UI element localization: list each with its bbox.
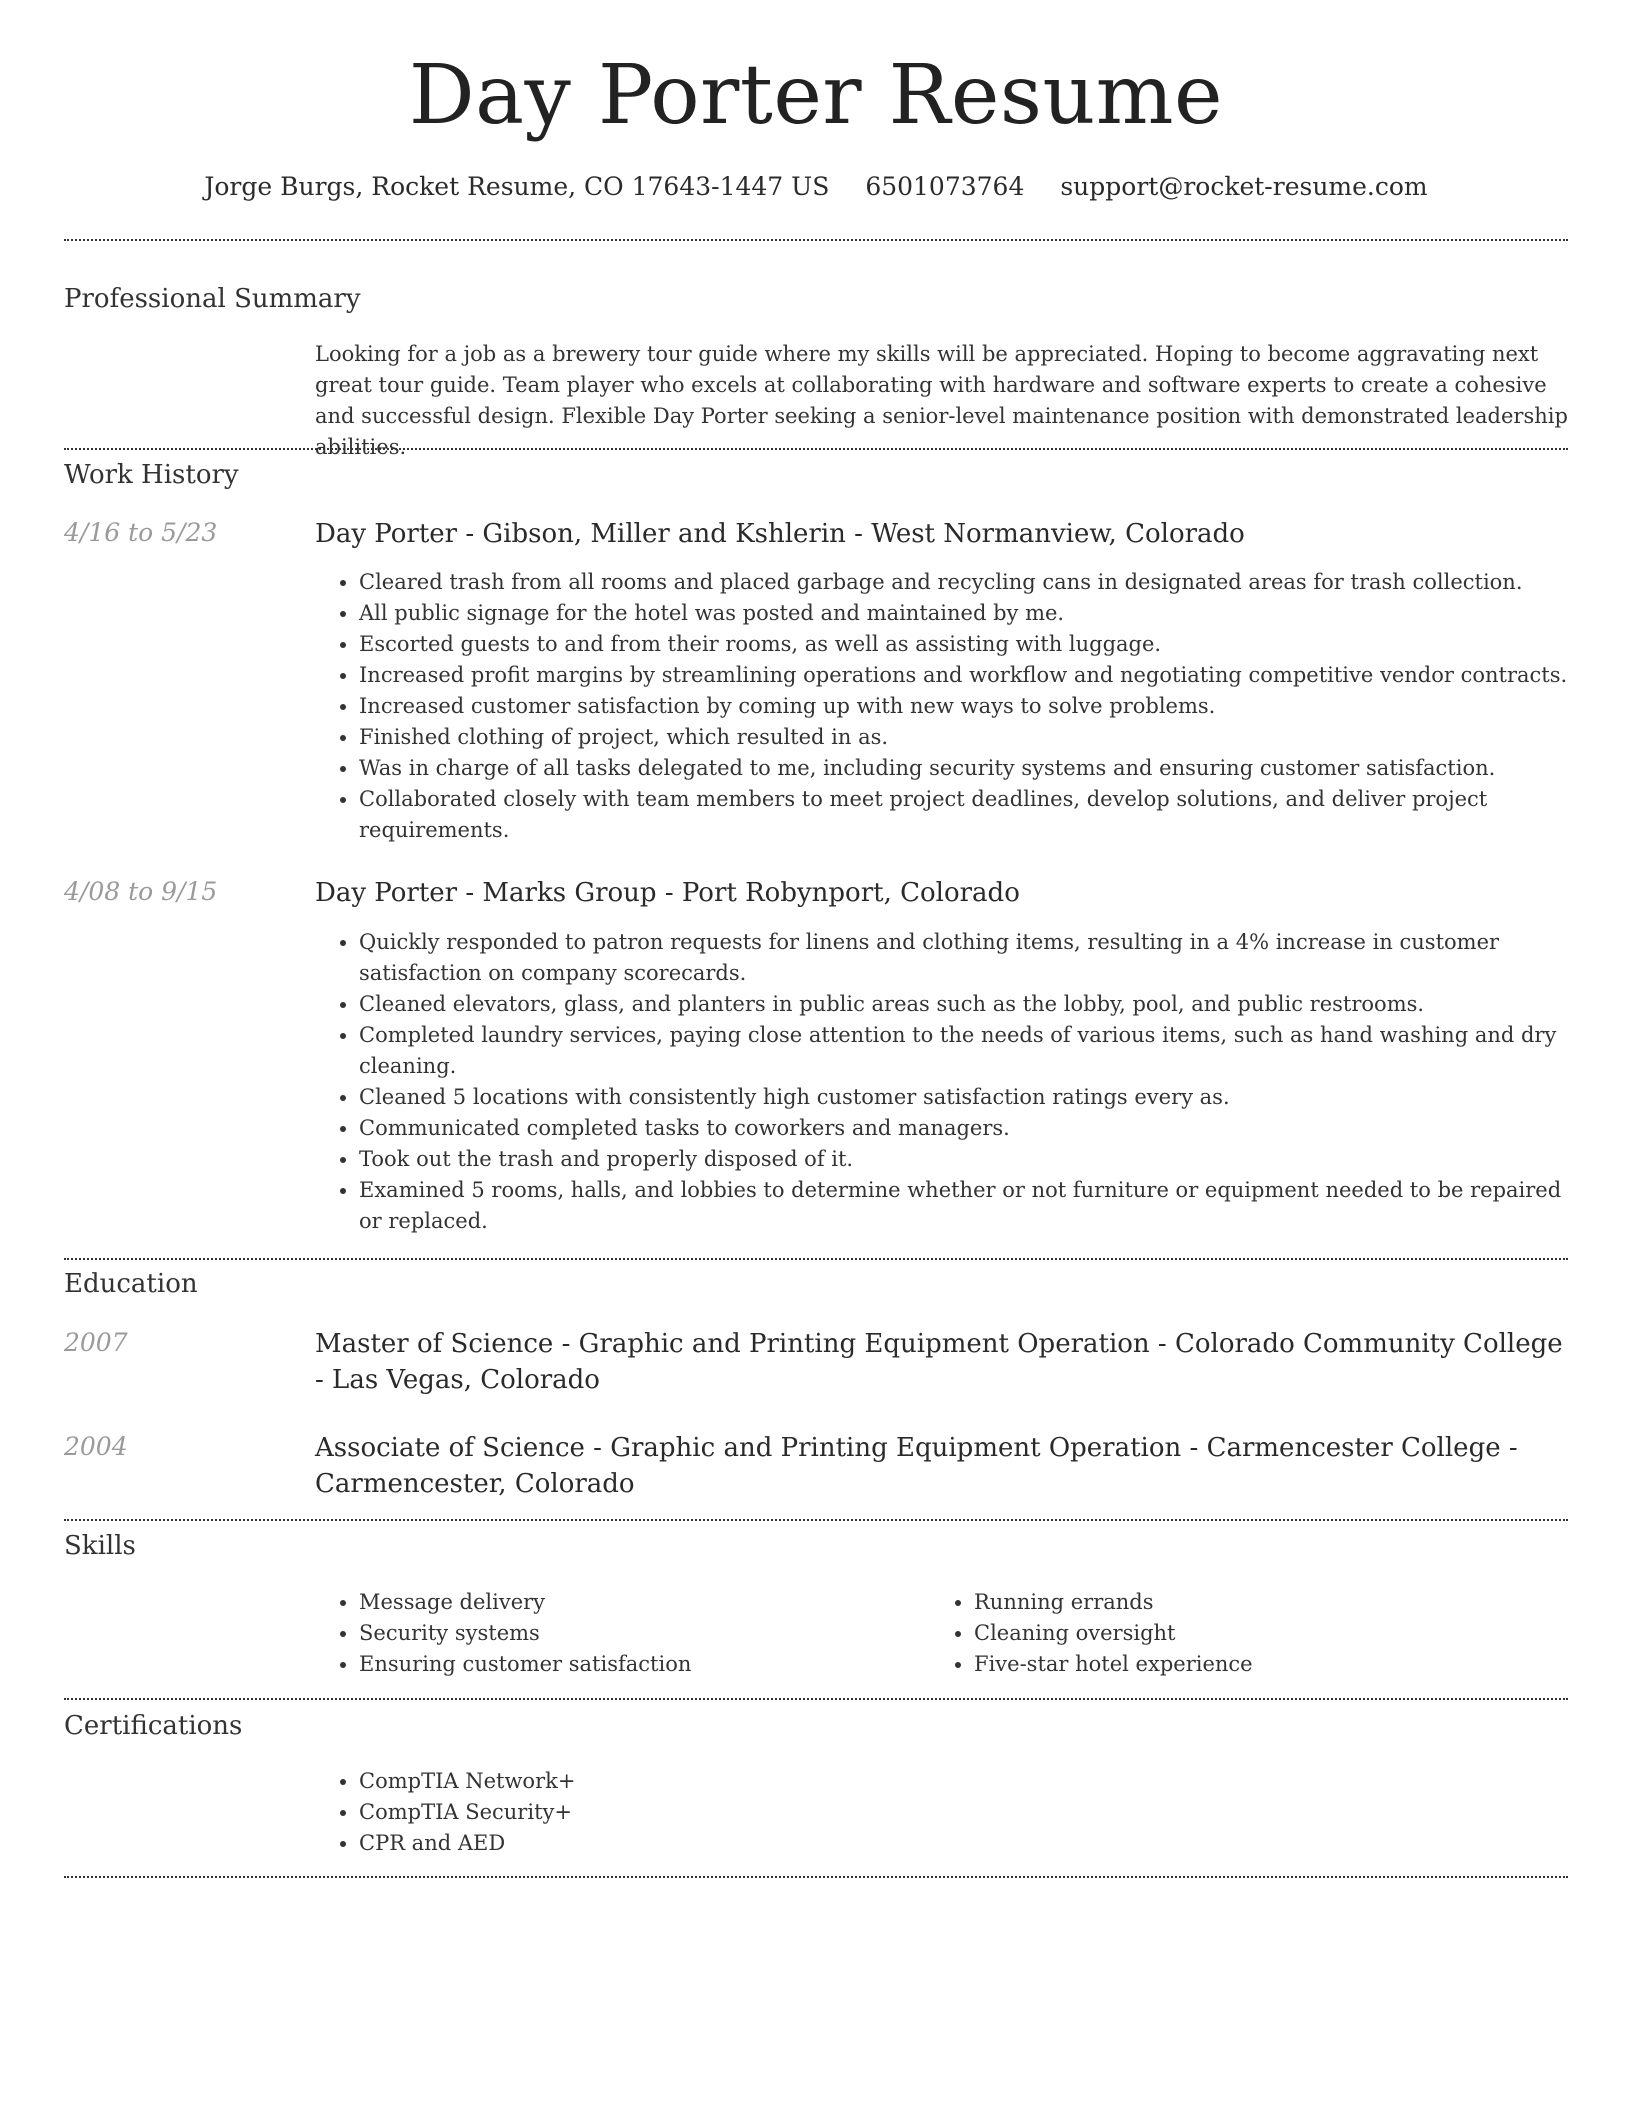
education-year: 2007 bbox=[64, 1328, 128, 1357]
job-dates: 4/08 to 9/15 bbox=[64, 877, 218, 906]
certification-item: • CompTIA Network+ bbox=[359, 1766, 1568, 1797]
education-school: - Colorado Community College - Las Vegas, Colorado bbox=[315, 1329, 1563, 1395]
job-bullets bbox=[315, 567, 1568, 846]
job-bullet: • Completed laundry services, paying close attention to the needs of various items, such as hand washing and dry cleaning. bbox=[359, 1020, 1568, 1082]
job-bullet: • Cleared trash from all rooms and placed garbage and recycling cans in designated areas for trash collection. bbox=[359, 567, 1568, 598]
certifications-list bbox=[315, 1766, 1568, 1859]
job-bullet: • Communicated completed tasks to coworkers and managers. bbox=[359, 1113, 1568, 1144]
job-bullet: • Collaborated closely with team members to meet project deadlines, develop solutions, and deliver project requirements. bbox=[359, 784, 1568, 846]
job-bullet: • Examined 5 rooms, halls, and lobbies to determine whether or not furniture or equipment needed to be repaired or replaced. bbox=[359, 1175, 1568, 1237]
education-year: 2004 bbox=[64, 1432, 128, 1461]
job-bullet: • Escorted guests to and from their rooms, as well as assisting with luggage. bbox=[359, 629, 1568, 660]
education-entry bbox=[315, 1430, 1568, 1502]
resume-title: Day Porter Resume bbox=[408, 48, 1224, 143]
skills-heading: Skills bbox=[64, 1531, 136, 1561]
section-divider bbox=[64, 1519, 1568, 1521]
section-divider bbox=[64, 1698, 1568, 1700]
contact-line bbox=[64, 172, 1568, 201]
job-bullet: • Quickly responded to patron requests for linens and clothing items, resulting in a 4% increase in customer satisfaction on company scorecards. bbox=[359, 927, 1568, 989]
skills-list-left bbox=[315, 1587, 929, 1680]
certification-item: • CompTIA Security+ bbox=[359, 1797, 1568, 1828]
certifications-heading: Certifications bbox=[64, 1711, 243, 1741]
certification-item: • CPR and AED bbox=[359, 1828, 1568, 1859]
education-entry bbox=[315, 1326, 1568, 1398]
job-bullet: • Increased profit margins by streamlining operations and workflow and negotiating competitive vendor contracts. bbox=[359, 660, 1568, 691]
job-bullet: • Took out the trash and properly disposed of it. bbox=[359, 1144, 1568, 1175]
skill-item: • Running errands bbox=[974, 1587, 1544, 1618]
education-heading: Education bbox=[64, 1269, 198, 1299]
education-school: - Carmencester College - Carmencester, Colorado bbox=[315, 1433, 1518, 1499]
skill-item: • Ensuring customer satisfaction bbox=[359, 1649, 929, 1680]
summary-text: Looking for a job as a brewery tour guide where my skills will be appreciated. Hoping to become aggravating next great tour guide. Team player who excels at collaborating with hardware and software experts to create a cohesive and successful design. Flexible Day Porter seeking a senior-level maintenance position with demonstrated leadership abilities. bbox=[315, 342, 1568, 459]
job-bullet: • All public signage for the hotel was posted and maintained by me. bbox=[359, 598, 1568, 629]
skill-item: • Cleaning oversight bbox=[974, 1618, 1544, 1649]
skill-item: • Security systems bbox=[359, 1618, 929, 1649]
job-bullet: • Was in charge of all tasks delegated to me, including security systems and ensuring customer satisfaction. bbox=[359, 753, 1568, 784]
section-divider bbox=[64, 448, 1568, 450]
education-degree: Associate of Science - Graphic and Printing Equipment Operation bbox=[315, 1433, 1182, 1463]
job-title: Day Porter - Marks Group - Port Robynport, Colorado bbox=[315, 878, 1020, 908]
job-bullet: • Finished clothing of project, which resulted in as. bbox=[359, 722, 1568, 753]
contact-phone: 6501073764 bbox=[865, 172, 1025, 201]
job-dates: 4/16 to 5/23 bbox=[64, 518, 218, 547]
contact-email[interactable]: support@rocket-resume.com bbox=[1060, 172, 1428, 201]
work-history-heading: Work History bbox=[64, 460, 239, 490]
contact-address: Jorge Burgs, Rocket Resume, CO 17643-1447 US bbox=[204, 172, 830, 201]
job-bullet: • Cleaned 5 locations with consistently high customer satisfaction ratings every as. bbox=[359, 1082, 1568, 1113]
job-bullet: • Cleaned elevators, glass, and planters in public areas such as the lobby, pool, and public restrooms. bbox=[359, 989, 1568, 1020]
skill-item: • Five-star hotel experience bbox=[974, 1649, 1544, 1680]
job-title: Day Porter - Gibson, Miller and Kshlerin - West Normanview, Colorado bbox=[315, 519, 1245, 549]
summary-heading: Professional Summary bbox=[64, 284, 361, 314]
section-divider bbox=[64, 1258, 1568, 1260]
education-degree: Master of Science - Graphic and Printing Equipment Operation bbox=[315, 1329, 1150, 1359]
job-bullets bbox=[315, 927, 1568, 1237]
section-divider bbox=[64, 1876, 1568, 1878]
skill-item: • Message delivery bbox=[359, 1587, 929, 1618]
section-divider bbox=[64, 239, 1568, 241]
job-bullet: • Increased customer satisfaction by coming up with new ways to solve problems. bbox=[359, 691, 1568, 722]
skills-list-right bbox=[930, 1587, 1544, 1680]
